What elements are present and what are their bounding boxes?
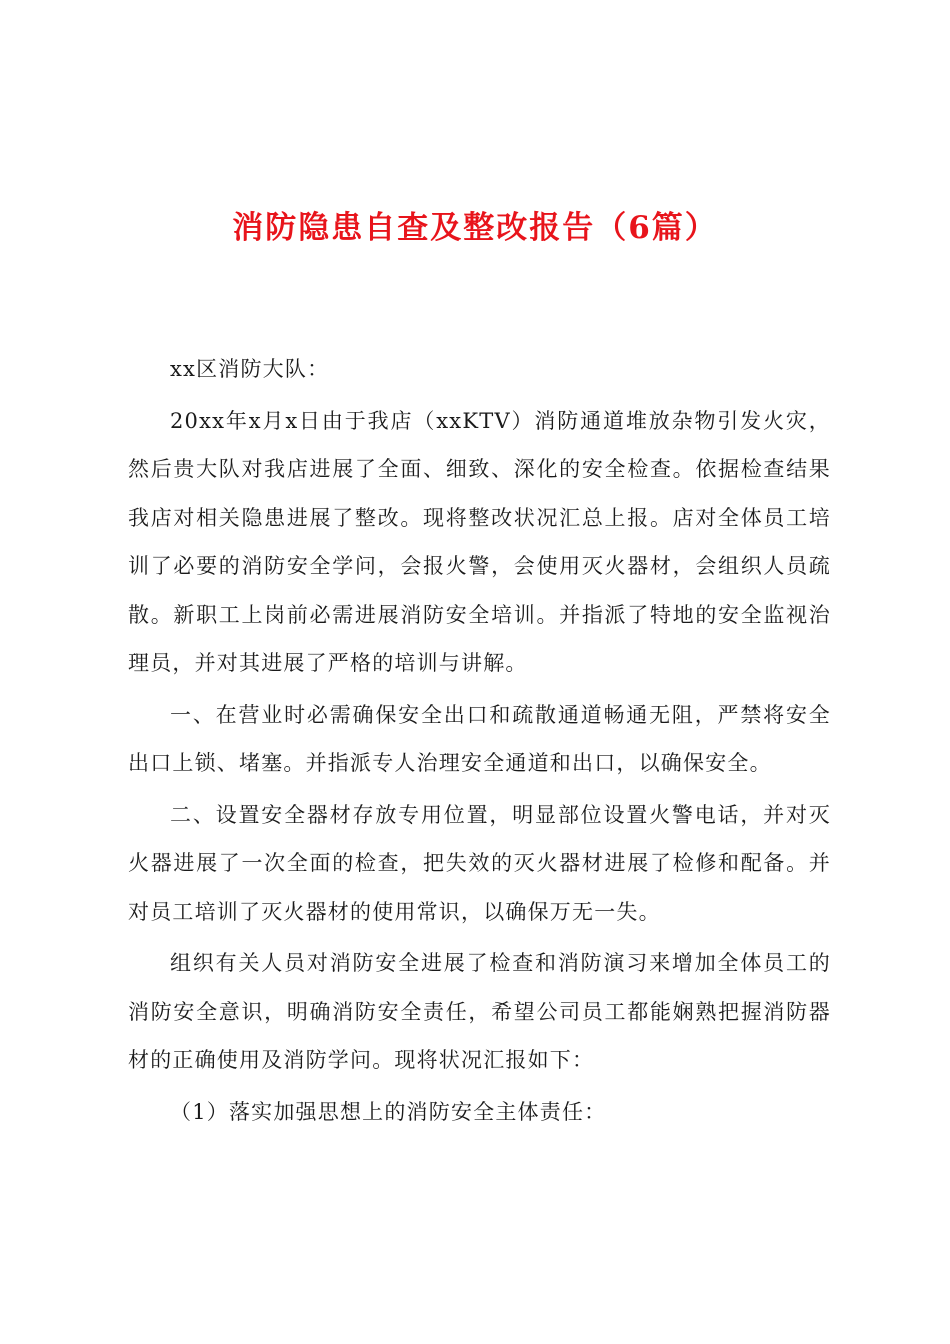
paragraph-summary: 组织有关人员对消防安全进展了检查和消防演习来增加全体员工的消防安全意识，明确消防安全责任，希望公司员工都能娴熟把握消防器材的正确使用及消防学问。现将状况汇报如下： [128, 951, 831, 1072]
paragraph-item-one: 一、在营业时必需确保安全出口和疏散通道畅通无阻，严禁将安全出口上锁、堵塞。并指派专人治理安全通道和出口，以确保安全。 [128, 702, 831, 775]
paragraph-subheading: （1）落实加强思想上的消防安全主体责任： [170, 1099, 607, 1124]
salutation: xx区消防大队： [170, 357, 330, 381]
document-title: 消防隐患自查及整改报告（6篇） [232, 210, 718, 246]
document-body [128, 345, 831, 1136]
paragraph-intro: 20xx年x月x日由于我店（xxKTV）消防通道堆放杂物引发火灾，然后贵大队对我店进展了全面、细致、深化的安全检查。依据检查结果我店对相关隐患进展了整改。现将整改状况汇总上报。店对全体员工培训了必要的消防安全学问，会报火警，会使用灭火器材，会组织人员疏散。新职工上岗前必需进展消防安全培训。并指派了特地的安全监视治理员，并对其进展了严格的培训与讲解。 [128, 408, 831, 675]
paragraph-item-two: 二、设置安全器材存放专用位置，明显部位设置火警电话，并对灭火器进展了一次全面的检查，把失效的灭火器材进展了检修和配备。并对员工培训了灭火器材的使用常识，以确保万无一失。 [128, 802, 831, 924]
